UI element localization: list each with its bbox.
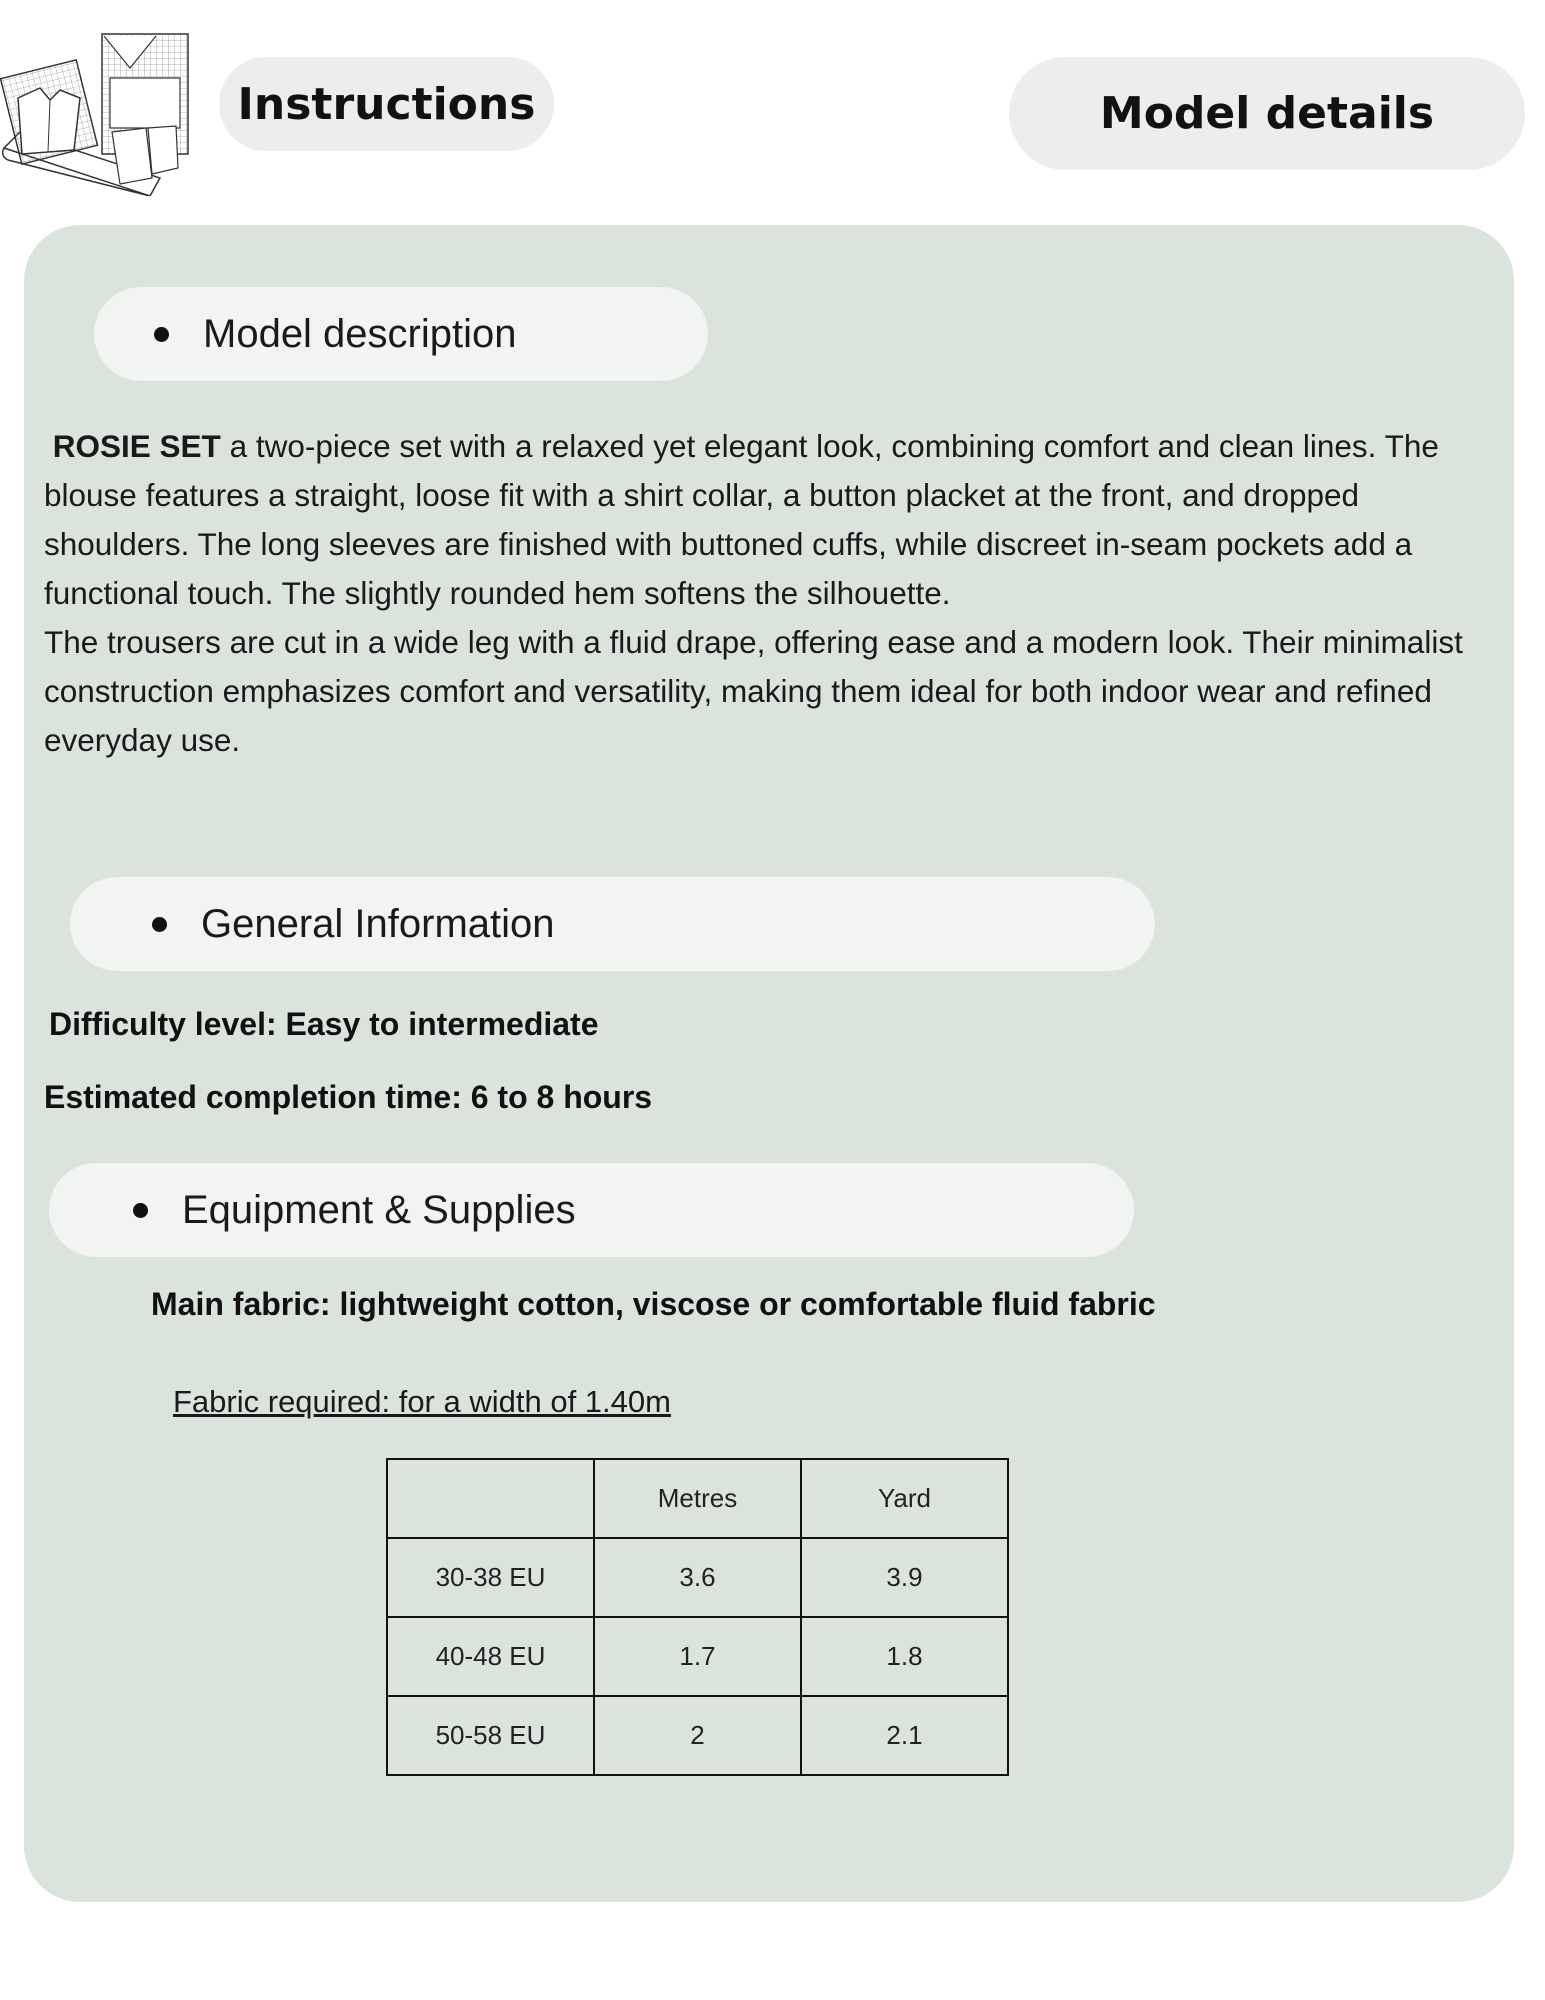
model-description-title: Model description [203, 311, 517, 356]
instructions-tab[interactable] [219, 57, 554, 151]
sewing-pattern-icon [0, 28, 196, 196]
general-information-heading [70, 877, 1155, 971]
model-details-label: Model details [1099, 88, 1435, 139]
table-cell: 1.8 [801, 1617, 1008, 1696]
equipment-supplies-heading [49, 1163, 1134, 1257]
table-cell: 30-38 EU [387, 1538, 594, 1617]
fabric-table [386, 1458, 1009, 1776]
description-paragraph-1-body: a two-piece set with a relaxed yet elegant look, combining comfort and clean lines. The blouse features a straight, loose fit with a shirt collar, a button placket at the front, and dropped shoulders. The long sleeves are finished with buttoned cuffs, while discreet in-seam pockets add a functional touch. The slightly rounded hem softens the silhouette. [44, 428, 1439, 611]
description-paragraph-2: The trousers are cut in a wide leg with a fluid drape, offering ease and a modern look. Their minimalist construction emphasizes comfort and versatility, making them ideal for both indoor wear and refined everyday use. [44, 624, 1463, 758]
difficulty-level: Difficulty level: Easy to intermediate [49, 1006, 599, 1042]
main-fabric: Main fabric: lightweight cotton, viscose or comfortable fluid fabric [151, 1286, 1156, 1322]
table-header-row [387, 1459, 1008, 1538]
table-row [387, 1538, 1008, 1617]
table-header-cell: Metres [594, 1459, 801, 1538]
model-description-text [44, 422, 1506, 765]
bullet-icon [133, 1203, 148, 1218]
equipment-supplies-title: Equipment & Supplies [182, 1187, 576, 1232]
model-description-heading [94, 287, 708, 381]
table-cell: 3.6 [594, 1538, 801, 1617]
bullet-icon [152, 917, 167, 932]
table-cell: 1.7 [594, 1617, 801, 1696]
model-name: ROSIE SET [52, 428, 221, 464]
table-cell: 50-58 EU [387, 1696, 594, 1775]
table-cell: 40-48 EU [387, 1617, 594, 1696]
instructions-label: Instructions [237, 78, 536, 130]
fabric-required: Fabric required: for a width of 1.40m [173, 1384, 671, 1419]
table-cell: 2 [594, 1696, 801, 1775]
table-row [387, 1617, 1008, 1696]
table-header-cell: Yard [801, 1459, 1008, 1538]
table-cell: 2.1 [801, 1696, 1008, 1775]
table-cell: 3.9 [801, 1538, 1008, 1617]
general-information-title: General Information [201, 901, 555, 946]
bullet-icon [154, 327, 169, 342]
completion-time: Estimated completion time: 6 to 8 hours [44, 1079, 653, 1115]
description-paragraph-1 [44, 422, 1506, 618]
table-row [387, 1696, 1008, 1775]
model-details-tab[interactable] [1009, 57, 1525, 170]
table-header-cell [387, 1459, 594, 1538]
